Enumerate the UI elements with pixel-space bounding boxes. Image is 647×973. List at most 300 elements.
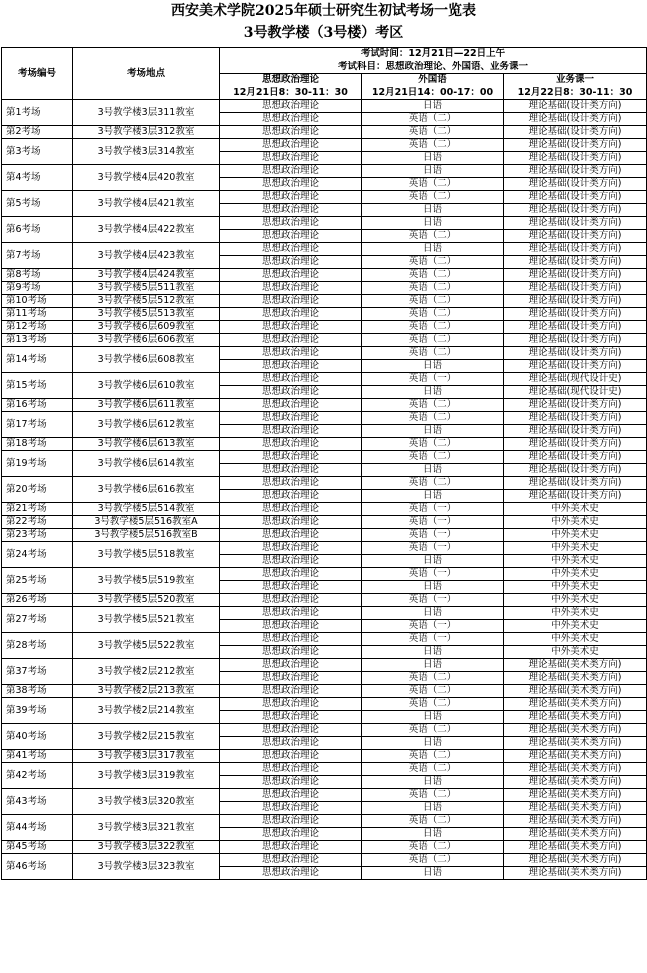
business-course-cell: 中外美术史 — [504, 568, 647, 581]
room-location-cell: 3号教学楼5层511教室 — [73, 282, 220, 295]
business-course-cell: 中外美术史 — [504, 555, 647, 568]
table-row — [2, 321, 647, 334]
table-row — [2, 438, 647, 451]
politics-cell: 思想政治理论 — [220, 555, 362, 568]
foreign-language-cell: 日语 — [362, 711, 504, 724]
room-location-cell: 3号教学楼3层312教室 — [73, 126, 220, 139]
header-location: 考场地点 — [73, 48, 220, 100]
room-number-cell: 第6考场 — [2, 217, 73, 243]
room-location-cell: 3号教学楼4层423教室 — [73, 243, 220, 269]
business-course-cell: 理论基础(设计类方向) — [504, 230, 647, 243]
table-row — [2, 854, 647, 867]
politics-cell: 思想政治理论 — [220, 451, 362, 464]
foreign-language-cell: 英语（二） — [362, 282, 504, 295]
business-course-cell: 理论基础(美术类方向) — [504, 750, 647, 763]
room-number-cell: 第39考场 — [2, 698, 73, 724]
table-row — [2, 139, 647, 152]
politics-cell: 思想政治理论 — [220, 373, 362, 386]
table-row — [2, 126, 647, 139]
table-row — [2, 607, 647, 620]
room-location-cell: 3号教学楼6层608教室 — [73, 347, 220, 373]
header-politics: 思想政治理论 — [220, 74, 362, 87]
table-row — [2, 217, 647, 230]
room-location-cell: 3号教学楼2层215教室 — [73, 724, 220, 750]
business-course-cell: 理论基础(设计类方向) — [504, 217, 647, 230]
business-course-cell: 理论基础(美术类方向) — [504, 867, 647, 880]
foreign-language-cell: 英语（一） — [362, 594, 504, 607]
table-row — [2, 659, 647, 672]
room-location-cell: 3号教学楼3层323教室 — [73, 854, 220, 880]
room-location-cell: 3号教学楼5层522教室 — [73, 633, 220, 659]
business-course-cell: 中外美术史 — [504, 581, 647, 594]
room-number-cell: 第5考场 — [2, 191, 73, 217]
foreign-language-cell: 英语（二） — [362, 685, 504, 698]
business-course-cell: 理论基础(设计类方向) — [504, 308, 647, 321]
politics-cell: 思想政治理论 — [220, 178, 362, 191]
table-row — [2, 334, 647, 347]
foreign-language-cell: 日语 — [362, 607, 504, 620]
foreign-language-cell: 日语 — [362, 867, 504, 880]
business-course-cell: 理论基础(美术类方向) — [504, 841, 647, 854]
business-course-cell: 理论基础(设计类方向) — [504, 113, 647, 126]
foreign-language-cell: 英语（二） — [362, 854, 504, 867]
room-location-cell: 3号教学楼6层613教室 — [73, 438, 220, 451]
foreign-language-cell: 英语（二） — [362, 412, 504, 425]
foreign-language-cell: 日语 — [362, 776, 504, 789]
table-row — [2, 308, 647, 321]
room-location-cell: 3号教学楼6层611教室 — [73, 399, 220, 412]
room-number-cell: 第21考场 — [2, 503, 73, 516]
foreign-language-cell: 日语 — [362, 152, 504, 165]
room-number-cell: 第9考场 — [2, 282, 73, 295]
politics-cell: 思想政治理论 — [220, 321, 362, 334]
business-course-cell: 中外美术史 — [504, 516, 647, 529]
politics-cell: 思想政治理论 — [220, 334, 362, 347]
header-business-time: 12月22日8：30-11：30 — [504, 87, 647, 100]
table-row — [2, 165, 647, 178]
business-course-cell: 中外美术史 — [504, 594, 647, 607]
room-location-cell: 3号教学楼5层512教室 — [73, 295, 220, 308]
business-course-cell: 理论基础(设计类方向) — [504, 451, 647, 464]
politics-cell: 思想政治理论 — [220, 542, 362, 555]
business-course-cell: 理论基础(设计类方向) — [504, 295, 647, 308]
room-location-cell: 3号教学楼5层514教室 — [73, 503, 220, 516]
foreign-language-cell: 日语 — [362, 464, 504, 477]
business-course-cell: 理论基础(美术类方向) — [504, 724, 647, 737]
business-course-cell: 理论基础(设计类方向) — [504, 282, 647, 295]
table-row — [2, 698, 647, 711]
room-location-cell: 3号教学楼3层322教室 — [73, 841, 220, 854]
room-number-cell: 第17考场 — [2, 412, 73, 438]
header-room-no: 考场编号 — [2, 48, 73, 100]
room-location-cell: 3号教学楼3层321教室 — [73, 815, 220, 841]
table-row — [2, 516, 647, 529]
politics-cell: 思想政治理论 — [220, 867, 362, 880]
room-number-cell: 第43考场 — [2, 789, 73, 815]
foreign-language-cell: 日语 — [362, 581, 504, 594]
business-course-cell: 理论基础(设计类方向) — [504, 438, 647, 451]
politics-cell: 思想政治理论 — [220, 269, 362, 282]
room-number-cell: 第24考场 — [2, 542, 73, 568]
table-row — [2, 542, 647, 555]
foreign-language-cell: 英语（二） — [362, 191, 504, 204]
table-row — [2, 815, 647, 828]
business-course-cell: 理论基础(设计类方向) — [504, 347, 647, 360]
politics-cell: 思想政治理论 — [220, 243, 362, 256]
business-course-cell: 理论基础(设计类方向) — [504, 360, 647, 373]
room-location-cell: 3号教学楼5层518教室 — [73, 542, 220, 568]
foreign-language-cell: 英语（二） — [362, 724, 504, 737]
foreign-language-cell: 日语 — [362, 555, 504, 568]
room-location-cell: 3号教学楼6层616教室 — [73, 477, 220, 503]
room-location-cell: 3号教学楼3层320教室 — [73, 789, 220, 815]
politics-cell: 思想政治理论 — [220, 100, 362, 113]
foreign-language-cell: 日语 — [362, 490, 504, 503]
room-location-cell: 3号教学楼3层311教室 — [73, 100, 220, 126]
header-foreign-time: 12月21日14：00-17：00 — [362, 87, 504, 100]
foreign-language-cell: 日语 — [362, 737, 504, 750]
foreign-language-cell: 英语（二） — [362, 295, 504, 308]
table-row — [2, 373, 647, 386]
table-row — [2, 503, 647, 516]
header-politics-time: 12月21日8：30-11：30 — [220, 87, 362, 100]
foreign-language-cell: 英语（二） — [362, 438, 504, 451]
business-course-cell: 理论基础(设计类方向) — [504, 165, 647, 178]
room-number-cell: 第44考场 — [2, 815, 73, 841]
table-row — [2, 100, 647, 113]
table-row — [2, 295, 647, 308]
table-row — [2, 451, 647, 464]
foreign-language-cell: 英语（一） — [362, 529, 504, 542]
table-row — [2, 347, 647, 360]
room-location-cell: 3号教学楼5层519教室 — [73, 568, 220, 594]
business-course-cell: 理论基础(美术类方向) — [504, 789, 647, 802]
table-row — [2, 412, 647, 425]
politics-cell: 思想政治理论 — [220, 737, 362, 750]
foreign-language-cell: 日语 — [362, 100, 504, 113]
room-number-cell: 第15考场 — [2, 373, 73, 399]
politics-cell: 思想政治理论 — [220, 802, 362, 815]
business-course-cell: 理论基础(美术类方向) — [504, 763, 647, 776]
politics-cell: 思想政治理论 — [220, 581, 362, 594]
room-number-cell: 第14考场 — [2, 347, 73, 373]
business-course-cell: 理论基础(设计类方向) — [504, 321, 647, 334]
politics-cell: 思想政治理论 — [220, 516, 362, 529]
table-body — [2, 100, 647, 880]
business-course-cell: 理论基础(设计类方向) — [504, 399, 647, 412]
table-row — [2, 282, 647, 295]
room-number-cell: 第1考场 — [2, 100, 73, 126]
room-location-cell: 3号教学楼2层214教室 — [73, 698, 220, 724]
business-course-cell: 理论基础(设计类方向) — [504, 191, 647, 204]
foreign-language-cell: 英语（二） — [362, 698, 504, 711]
foreign-language-cell: 英语（二） — [362, 256, 504, 269]
business-course-cell: 理论基础(设计类方向) — [504, 464, 647, 477]
foreign-language-cell: 日语 — [362, 165, 504, 178]
room-number-cell: 第40考场 — [2, 724, 73, 750]
room-number-cell: 第28考场 — [2, 633, 73, 659]
room-location-cell: 3号教学楼6层610教室 — [73, 373, 220, 399]
politics-cell: 思想政治理论 — [220, 126, 362, 139]
politics-cell: 思想政治理论 — [220, 711, 362, 724]
politics-cell: 思想政治理论 — [220, 256, 362, 269]
politics-cell: 思想政治理论 — [220, 308, 362, 321]
business-course-cell: 中外美术史 — [504, 542, 647, 555]
room-location-cell: 3号教学楼5层513教室 — [73, 308, 220, 321]
business-course-cell: 理论基础(现代设计史) — [504, 373, 647, 386]
business-course-cell: 理论基础(美术类方向) — [504, 685, 647, 698]
business-course-cell: 理论基础(设计类方向) — [504, 477, 647, 490]
room-location-cell: 3号教学楼2层213教室 — [73, 685, 220, 698]
foreign-language-cell: 英语（二） — [362, 139, 504, 152]
business-course-cell: 理论基础(设计类方向) — [504, 256, 647, 269]
politics-cell: 思想政治理论 — [220, 789, 362, 802]
room-number-cell: 第19考场 — [2, 451, 73, 477]
table-row — [2, 763, 647, 776]
business-course-cell: 理论基础(设计类方向) — [504, 178, 647, 191]
table-row — [2, 568, 647, 581]
politics-cell: 思想政治理论 — [220, 594, 362, 607]
foreign-language-cell: 英语（一） — [362, 620, 504, 633]
room-number-cell: 第10考场 — [2, 295, 73, 308]
page-title: 西安美术学院2025年硕士研究生初试考场一览表 — [171, 3, 476, 19]
table-header — [2, 48, 647, 100]
politics-cell: 思想政治理论 — [220, 412, 362, 425]
politics-cell: 思想政治理论 — [220, 763, 362, 776]
foreign-language-cell: 英语（二） — [362, 321, 504, 334]
politics-cell: 思想政治理论 — [220, 360, 362, 373]
business-course-cell: 中外美术史 — [504, 529, 647, 542]
politics-cell: 思想政治理论 — [220, 672, 362, 685]
table-row — [2, 685, 647, 698]
room-number-cell: 第26考场 — [2, 594, 73, 607]
room-number-cell: 第45考场 — [2, 841, 73, 854]
room-number-cell: 第27考场 — [2, 607, 73, 633]
foreign-language-cell: 英语（一） — [362, 568, 504, 581]
room-location-cell: 3号教学楼3层319教室 — [73, 763, 220, 789]
politics-cell: 思想政治理论 — [220, 724, 362, 737]
foreign-language-cell: 英语（二） — [362, 815, 504, 828]
politics-cell: 思想政治理论 — [220, 438, 362, 451]
business-course-cell: 理论基础(设计类方向) — [504, 490, 647, 503]
politics-cell: 思想政治理论 — [220, 685, 362, 698]
politics-cell: 思想政治理论 — [220, 386, 362, 399]
foreign-language-cell: 英语（一） — [362, 373, 504, 386]
foreign-language-cell: 英语（二） — [362, 347, 504, 360]
table-row — [2, 789, 647, 802]
table-row — [2, 724, 647, 737]
politics-cell: 思想政治理论 — [220, 490, 362, 503]
table-row — [2, 243, 647, 256]
politics-cell: 思想政治理论 — [220, 152, 362, 165]
room-location-cell: 3号教学楼6层614教室 — [73, 451, 220, 477]
room-location-cell: 3号教学楼6层612教室 — [73, 412, 220, 438]
room-location-cell: 3号教学楼5层516教室B — [73, 529, 220, 542]
business-course-cell: 理论基础(美术类方向) — [504, 698, 647, 711]
politics-cell: 思想政治理论 — [220, 477, 362, 490]
table-row — [2, 841, 647, 854]
politics-cell: 思想政治理论 — [220, 230, 362, 243]
room-number-cell: 第38考场 — [2, 685, 73, 698]
room-location-cell: 3号教学楼4层422教室 — [73, 217, 220, 243]
politics-cell: 思想政治理论 — [220, 828, 362, 841]
foreign-language-cell: 英语（二） — [362, 230, 504, 243]
room-location-cell: 3号教学楼4层424教室 — [73, 269, 220, 282]
politics-cell: 思想政治理论 — [220, 659, 362, 672]
business-course-cell: 理论基础(设计类方向) — [504, 204, 647, 217]
room-location-cell: 3号教学楼5层516教室A — [73, 516, 220, 529]
room-number-cell: 第16考场 — [2, 399, 73, 412]
politics-cell: 思想政治理论 — [220, 646, 362, 659]
room-number-cell: 第4考场 — [2, 165, 73, 191]
room-location-cell: 3号教学楼4层421教室 — [73, 191, 220, 217]
room-number-cell: 第25考场 — [2, 568, 73, 594]
room-location-cell: 3号教学楼6层609教室 — [73, 321, 220, 334]
title-block — [0, 0, 647, 47]
foreign-language-cell: 日语 — [362, 243, 504, 256]
politics-cell: 思想政治理论 — [220, 750, 362, 763]
foreign-language-cell: 日语 — [362, 217, 504, 230]
foreign-language-cell: 英语（二） — [362, 763, 504, 776]
foreign-language-cell: 英语（二） — [362, 672, 504, 685]
foreign-language-cell: 英语（二） — [362, 308, 504, 321]
room-number-cell: 第3考场 — [2, 139, 73, 165]
foreign-language-cell: 英语（二） — [362, 841, 504, 854]
politics-cell: 思想政治理论 — [220, 425, 362, 438]
foreign-language-cell: 英语（二） — [362, 477, 504, 490]
business-course-cell: 理论基础(美术类方向) — [504, 815, 647, 828]
foreign-language-cell: 日语 — [362, 659, 504, 672]
politics-cell: 思想政治理论 — [220, 204, 362, 217]
room-number-cell: 第42考场 — [2, 763, 73, 789]
foreign-language-cell: 英语（一） — [362, 516, 504, 529]
foreign-language-cell: 日语 — [362, 386, 504, 399]
room-number-cell: 第13考场 — [2, 334, 73, 347]
foreign-language-cell: 英语（二） — [362, 113, 504, 126]
business-course-cell: 中外美术史 — [504, 620, 647, 633]
business-course-cell: 理论基础(美术类方向) — [504, 672, 647, 685]
business-course-cell: 理论基础(设计类方向) — [504, 100, 647, 113]
page-subtitle: 3号教学楼（3号楼）考区 — [243, 25, 404, 41]
politics-cell: 思想政治理论 — [220, 633, 362, 646]
business-course-cell: 理论基础(设计类方向) — [504, 425, 647, 438]
politics-cell: 思想政治理论 — [220, 464, 362, 477]
politics-cell: 思想政治理论 — [220, 191, 362, 204]
foreign-language-cell: 日语 — [362, 646, 504, 659]
foreign-language-cell: 英语（一） — [362, 542, 504, 555]
politics-cell: 思想政治理论 — [220, 503, 362, 516]
foreign-language-cell: 英语（二） — [362, 269, 504, 282]
foreign-language-cell: 日语 — [362, 360, 504, 373]
politics-cell: 思想政治理论 — [220, 529, 362, 542]
politics-cell: 思想政治理论 — [220, 139, 362, 152]
politics-cell: 思想政治理论 — [220, 282, 362, 295]
foreign-language-cell: 英语（二） — [362, 750, 504, 763]
business-course-cell: 理论基础(设计类方向) — [504, 139, 647, 152]
table-row — [2, 191, 647, 204]
business-course-cell: 理论基础(美术类方向) — [504, 802, 647, 815]
room-number-cell: 第18考场 — [2, 438, 73, 451]
header-foreign: 外国语 — [362, 74, 504, 87]
politics-cell: 思想政治理论 — [220, 347, 362, 360]
politics-cell: 思想政治理论 — [220, 815, 362, 828]
business-course-cell: 理论基础(美术类方向) — [504, 659, 647, 672]
room-location-cell: 3号教学楼3层314教室 — [73, 139, 220, 165]
foreign-language-cell: 日语 — [362, 802, 504, 815]
business-course-cell: 中外美术史 — [504, 646, 647, 659]
room-number-cell: 第20考场 — [2, 477, 73, 503]
foreign-language-cell: 英语（二） — [362, 789, 504, 802]
politics-cell: 思想政治理论 — [220, 854, 362, 867]
business-course-cell: 理论基础(设计类方向) — [504, 412, 647, 425]
business-course-cell: 理论基础(现代设计史) — [504, 386, 647, 399]
politics-cell: 思想政治理论 — [220, 776, 362, 789]
room-number-cell: 第8考场 — [2, 269, 73, 282]
business-course-cell: 理论基础(设计类方向) — [504, 334, 647, 347]
room-location-cell: 3号教学楼3层317教室 — [73, 750, 220, 763]
politics-cell: 思想政治理论 — [220, 399, 362, 412]
politics-cell: 思想政治理论 — [220, 841, 362, 854]
foreign-language-cell: 日语 — [362, 425, 504, 438]
foreign-language-cell: 英语（二） — [362, 178, 504, 191]
business-course-cell: 理论基础(设计类方向) — [504, 152, 647, 165]
politics-cell: 思想政治理论 — [220, 165, 362, 178]
table-row — [2, 633, 647, 646]
room-location-cell: 3号教学楼5层520教室 — [73, 594, 220, 607]
room-number-cell: 第41考场 — [2, 750, 73, 763]
header-business: 业务课一 — [504, 74, 647, 87]
table-row — [2, 594, 647, 607]
room-number-cell: 第7考场 — [2, 243, 73, 269]
politics-cell: 思想政治理论 — [220, 698, 362, 711]
business-course-cell: 理论基础(设计类方向) — [504, 243, 647, 256]
room-number-cell: 第22考场 — [2, 516, 73, 529]
politics-cell: 思想政治理论 — [220, 607, 362, 620]
table-row — [2, 477, 647, 490]
business-course-cell: 理论基础(美术类方向) — [504, 776, 647, 789]
table-row — [2, 529, 647, 542]
table-row — [2, 399, 647, 412]
foreign-language-cell: 英语（二） — [362, 399, 504, 412]
room-number-cell: 第46考场 — [2, 854, 73, 880]
room-number-cell: 第11考场 — [2, 308, 73, 321]
table-row — [2, 269, 647, 282]
business-course-cell: 中外美术史 — [504, 633, 647, 646]
room-location-cell: 3号教学楼5层521教室 — [73, 607, 220, 633]
room-number-cell: 第2考场 — [2, 126, 73, 139]
room-number-cell: 第37考场 — [2, 659, 73, 685]
politics-cell: 思想政治理论 — [220, 620, 362, 633]
foreign-language-cell: 英语（二） — [362, 451, 504, 464]
room-location-cell: 3号教学楼2层212教室 — [73, 659, 220, 685]
business-course-cell: 理论基础(美术类方向) — [504, 711, 647, 724]
foreign-language-cell: 英语（一） — [362, 633, 504, 646]
foreign-language-cell: 英语（二） — [362, 126, 504, 139]
politics-cell: 思想政治理论 — [220, 568, 362, 581]
politics-cell: 思想政治理论 — [220, 295, 362, 308]
header-exam-time: 考试时间：12月21日—22日上午 — [220, 48, 647, 61]
business-course-cell: 理论基础(设计类方向) — [504, 269, 647, 282]
foreign-language-cell: 日语 — [362, 828, 504, 841]
exam-room-table — [1, 47, 647, 880]
politics-cell: 思想政治理论 — [220, 113, 362, 126]
politics-cell: 思想政治理论 — [220, 217, 362, 230]
business-course-cell: 理论基础(美术类方向) — [504, 828, 647, 841]
business-course-cell: 中外美术史 — [504, 503, 647, 516]
business-course-cell: 理论基础(美术类方向) — [504, 737, 647, 750]
room-number-cell: 第12考场 — [2, 321, 73, 334]
foreign-language-cell: 英语（二） — [362, 334, 504, 347]
